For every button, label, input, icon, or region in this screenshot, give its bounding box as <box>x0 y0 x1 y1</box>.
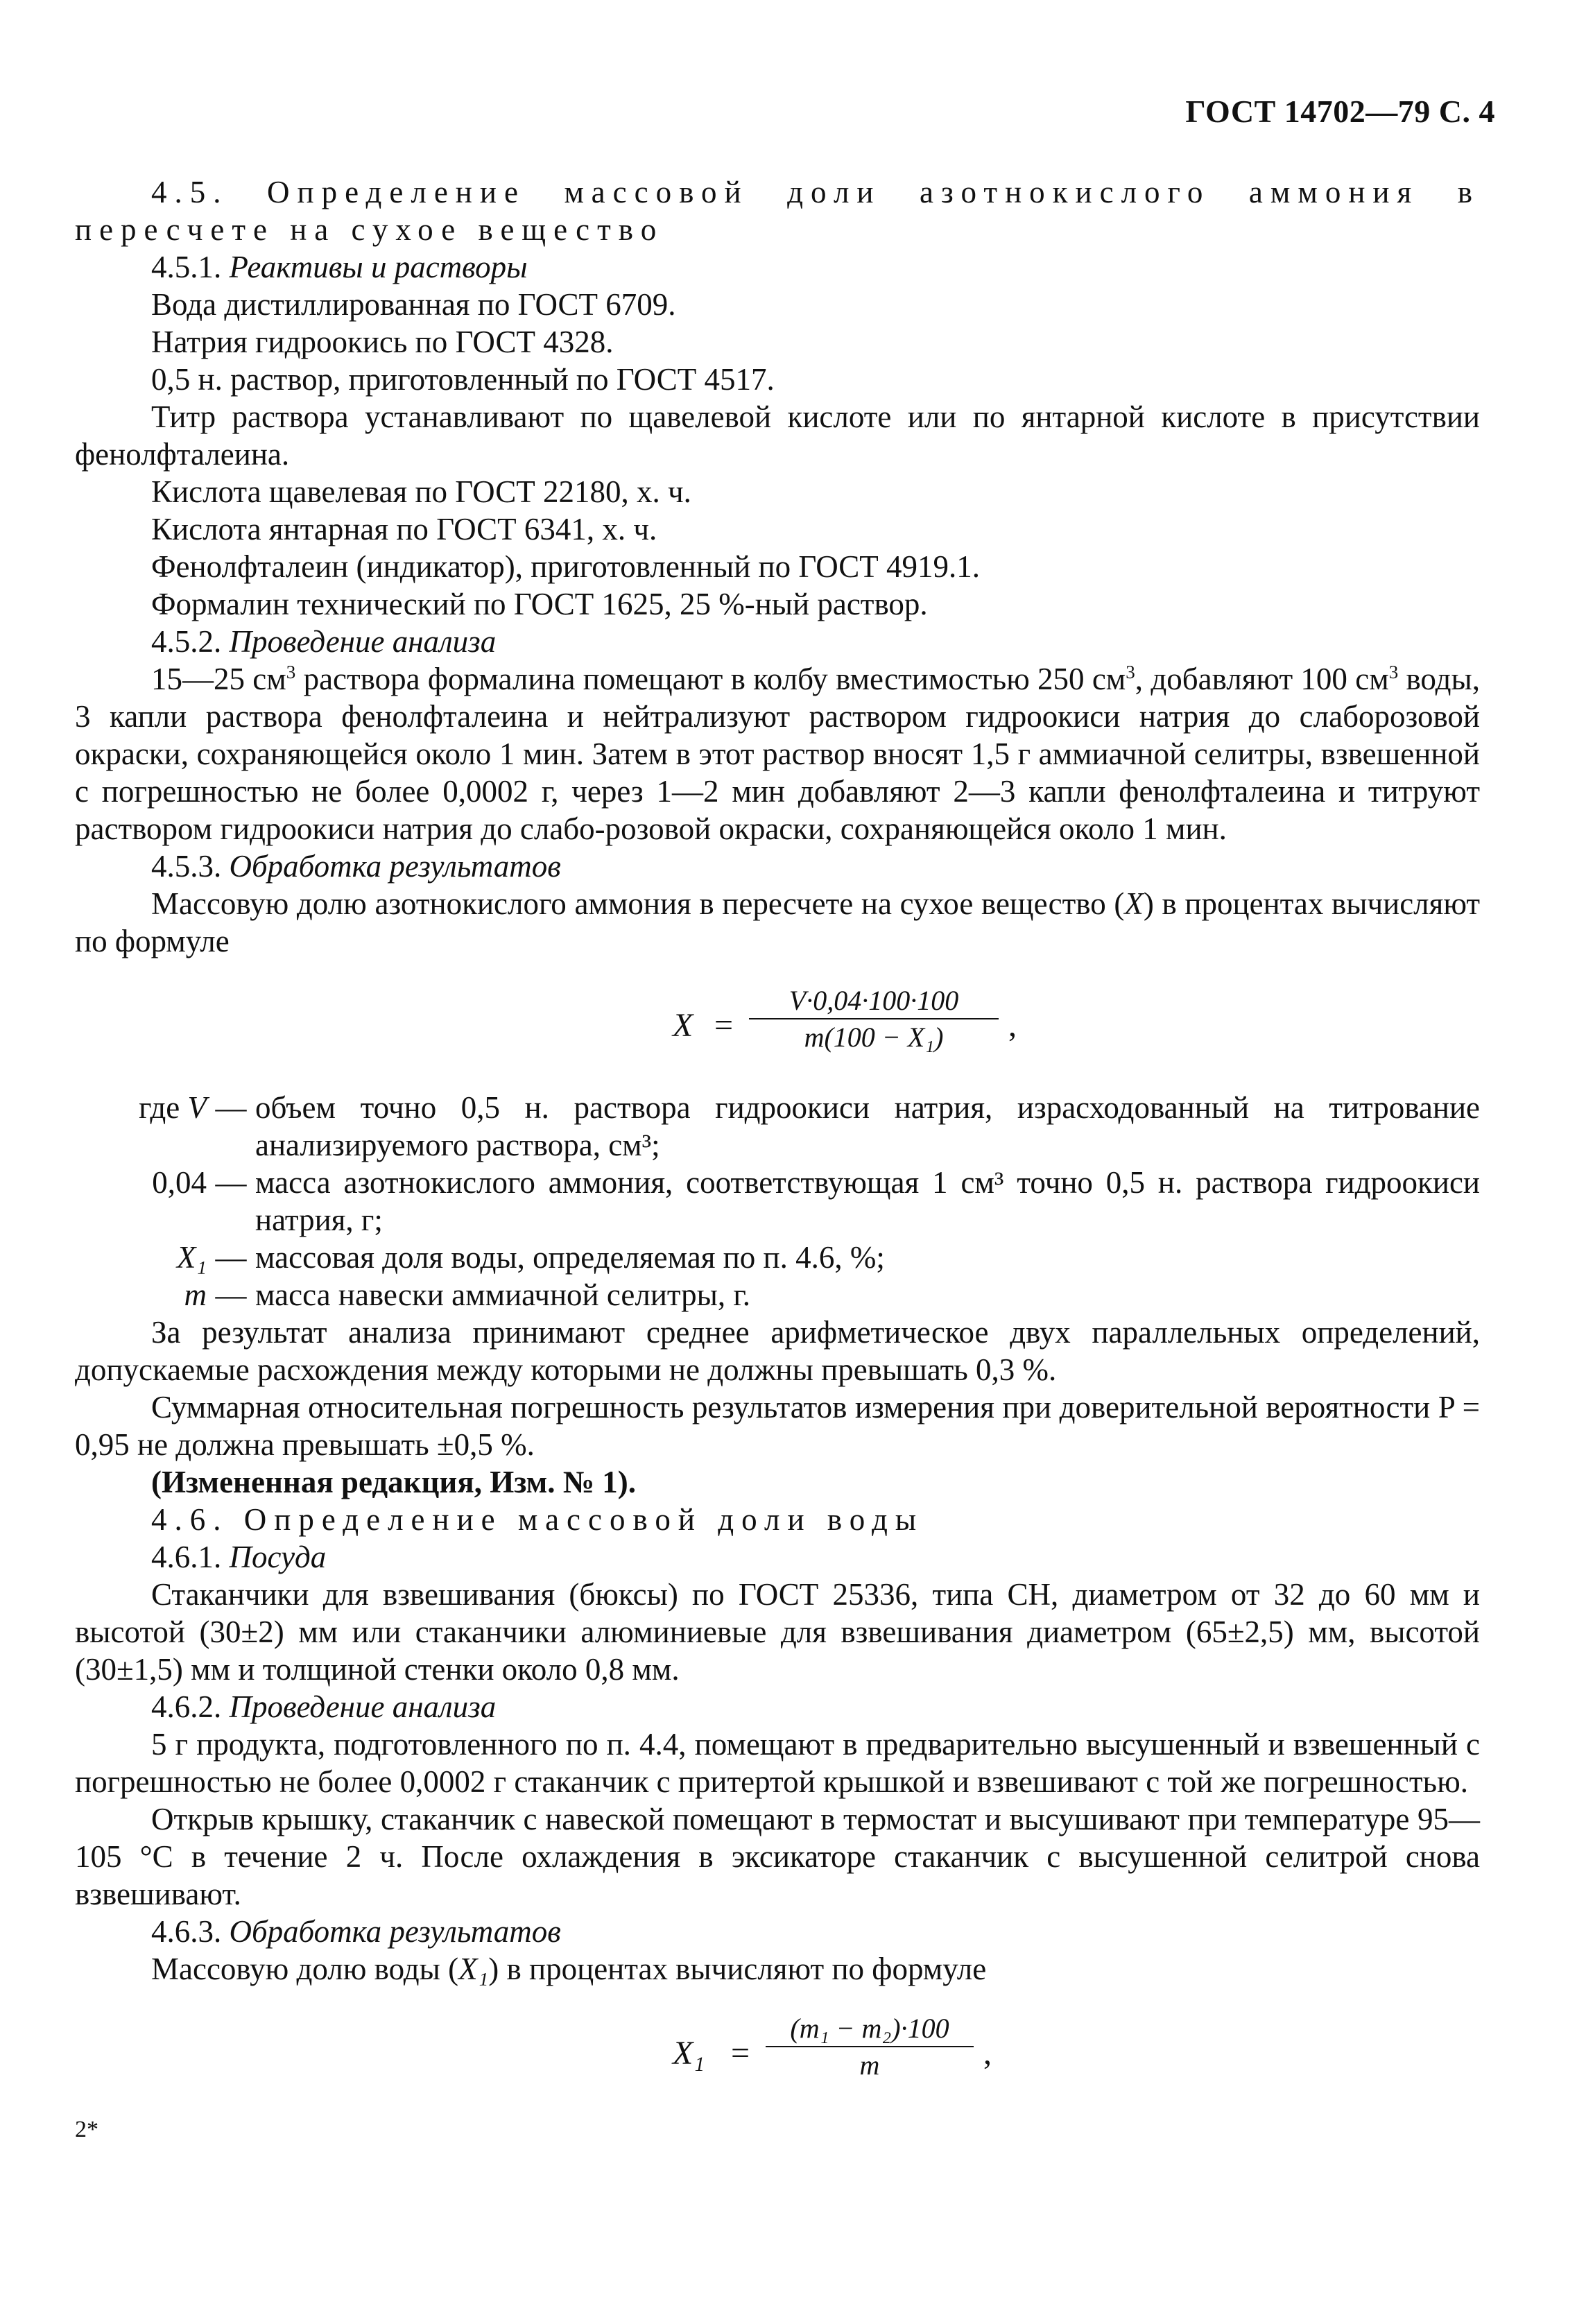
amendment-note: (Измененная редакция, Изм. № 1). <box>151 1465 637 1499</box>
formula-lhs: X <box>673 1007 693 1044</box>
formula-numerator: V·0,04·100·100 <box>788 985 959 1016</box>
glassware-paragraph: Стаканчики для взвешивания (бюксы) по ГОСТ 25336, типа СН, диаметром от 32 до 60 мм и высотой (30±2) мм или стаканчики алюминиевые для взвешивания диаметром (65±2,5) мм, высотой (30±1,5) мм и толщиной стенки около 0,8 мм. <box>75 1577 1480 1687</box>
section-subtitle: Обработка результатов <box>229 1914 561 1949</box>
definition-row <box>75 1164 1480 1239</box>
section-subtitle: Реактивы и растворы <box>229 250 528 284</box>
formula-ammonium-nitrate <box>75 983 1480 1068</box>
section-4-6-3-heading <box>75 1913 1480 1950</box>
definition-symbol: где V <box>139 1090 207 1125</box>
result-paragraph: За результат анализа принимают среднее арифметическое двух параллельных определений, допускаемые расхождения между которыми не должны превышать 0,3 %. <box>75 1315 1480 1387</box>
section-4-6-1-heading <box>75 1538 1480 1576</box>
formula-denominator: m(100 − X₁) <box>804 1022 944 1053</box>
section-subtitle: Обработка результатов <box>229 849 561 884</box>
formula-fraction <box>749 983 999 1056</box>
definition-dash: — <box>215 1090 247 1125</box>
formula-equals: = <box>731 2035 750 2072</box>
definition-symbol: 0,04 <box>152 1165 207 1200</box>
error-paragraph: Суммарная относительная погрешность результатов измерения при доверительной вероятности P = 0,95 не должна превышать ±0,5 %. <box>75 1390 1480 1462</box>
page-content <box>75 173 1480 2117</box>
definition-row <box>75 1276 1480 1314</box>
section-4-6-2-heading <box>75 1688 1480 1725</box>
definition-text: масса азотнокислого аммония, соответствующая 1 см³ точно 0,5 н. раствора гидроокиси натрия, г; <box>255 1165 1480 1237</box>
section-number: 4.6.3. <box>151 1914 222 1949</box>
definition-row <box>75 1239 1480 1276</box>
reagent-line: Вода дистиллированная по ГОСТ 6709. <box>151 287 676 322</box>
section-4-5-3-heading <box>75 847 1480 885</box>
reagent-line: Натрия гидроокись по ГОСТ 4328. <box>151 325 614 359</box>
procedure-paragraph: 5 г продукта, подготовленного по п. 4.4, помещают в предварительно высушенный и взвешенный с погрешностью не более 0,0002 г стаканчик с притертой крышкой и взвешивают с той же погрешностью. <box>75 1727 1480 1799</box>
page-header: ГОСТ 14702—79 С. 4 <box>1185 94 1495 129</box>
reagent-line: Титр раствора устанавливают по щавелевой кислоте или по янтарной кислоте в присутствии фенолфталеина. <box>75 399 1480 472</box>
reagent-line: Фенолфталеин (индикатор), приготовленный по ГОСТ 4919.1. <box>151 549 981 584</box>
section-subtitle: Проведение анализа <box>229 624 497 659</box>
formula-fraction <box>766 2011 974 2083</box>
definition-dash: — <box>215 1165 247 1200</box>
reagent-line: Формалин технический по ГОСТ 1625, 25 %-ный раствор. <box>151 587 928 621</box>
section-subtitle: Посуда <box>229 1540 327 1574</box>
formula-denominator: m <box>859 2049 880 2081</box>
formula-water <box>75 2011 1480 2096</box>
analysis-paragraph: 15—25 $см^3$ раствора формалина помещают в колбу вместимостью 250 $см^3$, добавляют 100 $см^3$ воды, 3 капли раствора фенолфталеина и нейтрализуют раствором гидроокиси натрия до слаборозовой окраски, сохраняющейся около 1 мин. Затем в этот раствор вносят 1,5 г аммиачной селитры, взвешенной с погрешностью не более 0,0002 г, через 1—2 мин добавляют 2—3 капли фенолфталеина и титруют раствором гидроокиси натрия до слабо-розовой окраски, сохраняющейся около 1 мин. <box>75 662 1481 846</box>
formula-numerator: (m₁ − m₂)·100 <box>790 2013 949 2044</box>
reagent-line: Кислота янтарная по ГОСТ 6341, х. ч. <box>151 512 657 546</box>
water-intro: Массовую долю воды (X₁) в процентах вычисляют по формуле <box>151 1952 987 1986</box>
section-subtitle: Проведение анализа <box>229 1689 497 1724</box>
section-4-5-2-heading <box>75 623 1480 660</box>
definition-dash: — <box>215 1277 247 1312</box>
definition-row <box>75 1089 1480 1164</box>
definition-text: объем точно 0,5 н. раствора гидроокиси натрия, израсходованный на титрование анализируемого раствора, см³; <box>255 1090 1480 1162</box>
section-number: 4.6.2. <box>151 1689 222 1724</box>
definition-text: массовая доля воды, определяемая по п. 4.6, %; <box>255 1240 885 1275</box>
variable-definitions <box>75 1089 1480 1314</box>
section-4-6-title: 4.6. Определение массовой доли воды <box>151 1502 924 1537</box>
section-number: 4.5.2. <box>151 624 222 659</box>
section-4-5-title: 4.5. Определение массовой доли азотнокислого аммония в пересчете на сухое вещество <box>75 175 1480 247</box>
formula-comma: , <box>983 2035 992 2072</box>
reagent-line: Кислота щавелевая по ГОСТ 22180, х. ч. <box>151 474 691 509</box>
definition-symbol: X₁ <box>176 1240 207 1275</box>
reagent-line: 0,5 н. раствор, приготовленный по ГОСТ 4517. <box>151 362 775 397</box>
results-intro: Массовую долю азотнокислого аммония в пересчете на сухое вещество (X) в процентах вычисляют по формуле <box>75 886 1481 958</box>
definition-dash: — <box>215 1240 247 1275</box>
section-4-5-1-heading <box>75 248 1480 286</box>
section-number: 4.5.3. <box>151 849 222 884</box>
definition-text: масса навески аммиачной селитры, г. <box>255 1277 751 1312</box>
formula-lhs: X₁ <box>673 2035 705 2072</box>
procedure-paragraph: Открыв крышку, стаканчик с навеской помещают в термостат и высушивают при температуре 95—105 °С в течение 2 ч. После охлаждения в эксикаторе стаканчик с высушенной селитрой снова взвешивают. <box>75 1802 1480 1911</box>
formula-equals: = <box>714 1007 734 1044</box>
formula-comma: , <box>1008 1007 1017 1044</box>
page-footer-mark: 2* <box>75 2117 98 2142</box>
section-number: 4.5.1. <box>151 250 222 284</box>
section-number: 4.6.1. <box>151 1540 222 1574</box>
definition-symbol: m <box>184 1277 207 1312</box>
